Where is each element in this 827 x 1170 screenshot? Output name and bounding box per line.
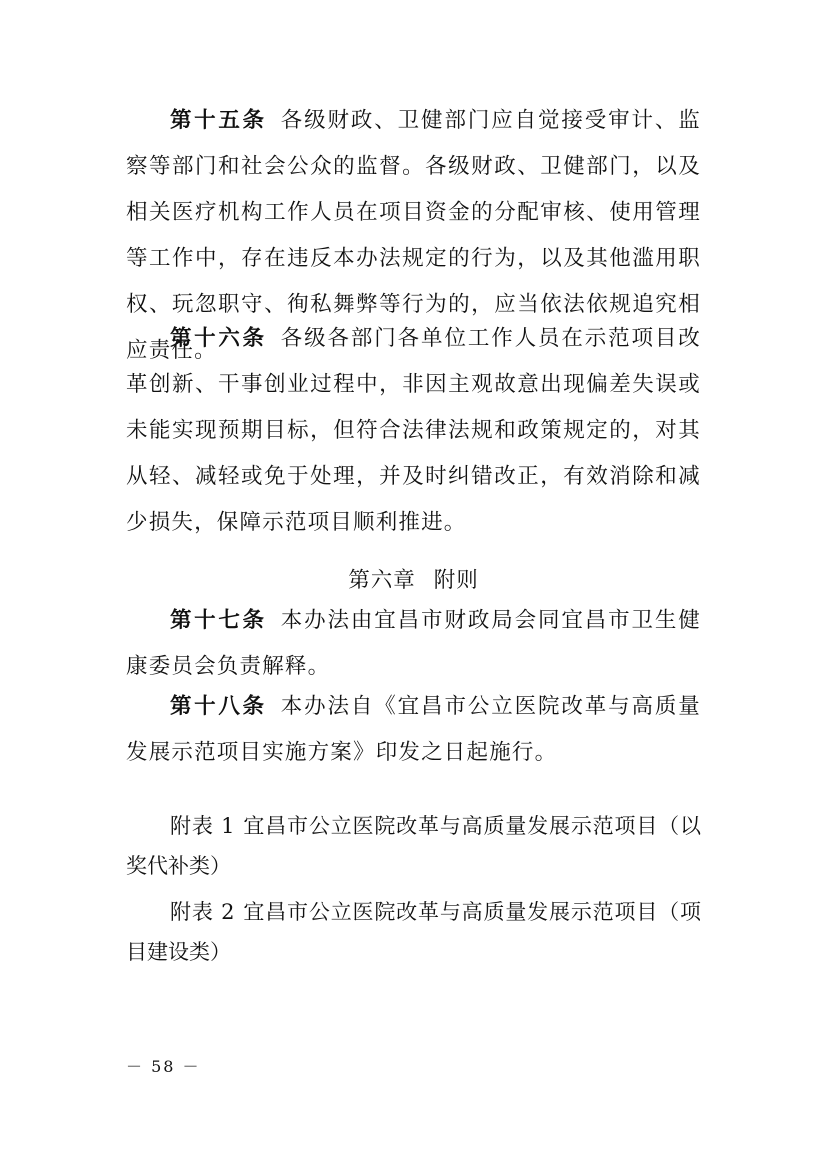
attachment-1-title: 宜昌市公立医院改革与高质量发展示范项目（以奖代补类）	[126, 814, 701, 878]
attachment-2	[126, 892, 701, 972]
attachment-2-title: 宜昌市公立医院改革与高质量发展示范项目（项目建设类）	[126, 900, 701, 964]
article-15-heading: 第十五条	[170, 108, 267, 133]
attachment-2-label: 附表 2	[170, 900, 235, 924]
chapter-number: 第六章	[348, 568, 416, 593]
article-18-heading: 第十八条	[170, 694, 267, 719]
article-17-text: 本办法由宜昌市财政局会同宜昌市卫生健康委员会负责解释。	[126, 608, 701, 679]
article-17-heading: 第十七条	[170, 608, 267, 633]
attachment-1	[126, 806, 701, 886]
attachment-1-label: 附表 1	[170, 814, 235, 838]
article-16-heading: 第十六条	[170, 326, 267, 351]
article-17	[126, 598, 701, 690]
article-16-text: 各级各部门各单位工作人员在示范项目改革创新、干事创业过程中，非因主观故意出现偏差失误或未能实现预期目标，但符合法律法规和政策规定的，对其从轻、减轻或免于处理，并及时纠错改正，有效消除和减少损失，保障示范项目顺利推进。	[126, 326, 701, 535]
chapter-title: 附则	[433, 568, 479, 593]
article-18	[126, 684, 701, 776]
article-15-text: 各级财政、卫健部门应自觉接受审计、监察等部门和社会公众的监督。各级财政、卫健部门，以及相关医疗机构工作人员在项目资金的分配审核、使用管理等工作中，存在违反本办法规定的行为，以及其他滥用职权、玩忽职守、徇私舞弊等行为的，应当依法依规追究相应责任。	[126, 108, 701, 363]
article-16	[126, 316, 701, 546]
page-number: － 58 －	[126, 1057, 201, 1076]
article-18-text: 本办法自《宜昌市公立医院改革与高质量发展示范项目实施方案》印发之日起施行。	[126, 694, 701, 765]
